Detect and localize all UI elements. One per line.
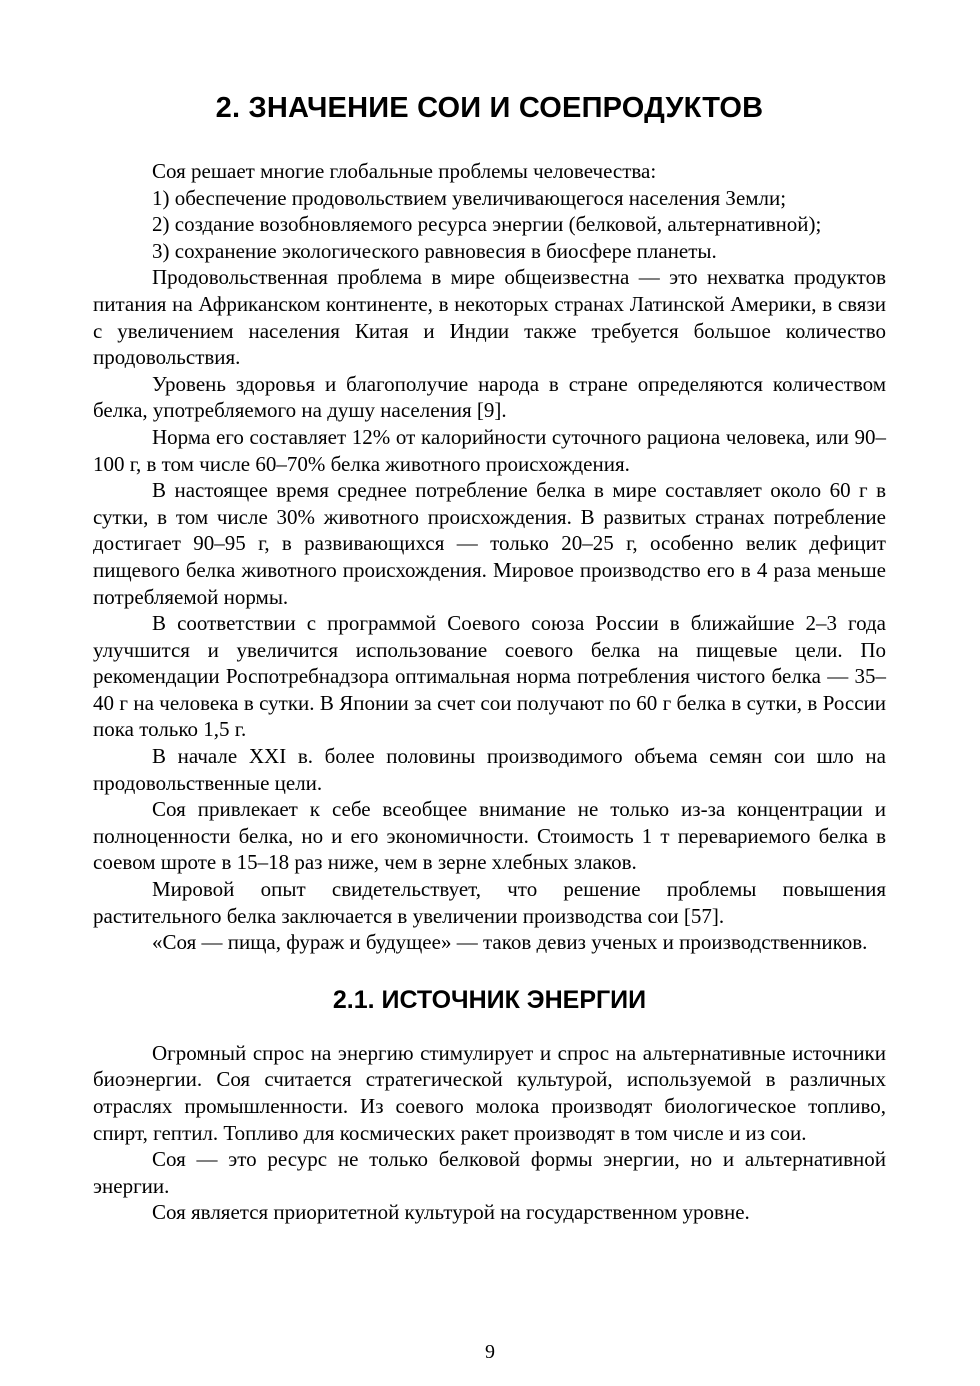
paragraph: Продовольственная проблема в мире общеизвестна — это нехватка продуктов питания на Африканском континенте, в некоторых странах Латинской Америки, в связи с увеличением населения Китая и Индии также требуется большое количество продовольствия. — [93, 265, 886, 370]
list-item: 2) создание возобновляемого ресурса энергии (белковой, альтернативной); — [152, 212, 822, 237]
paragraph: Соя является приоритетной культурой на государственном уровне. — [152, 1200, 750, 1225]
paragraph: Соя — это ресурс не только белковой формы энергии, но и альтернативной энергии. — [93, 1147, 886, 1198]
paragraph: В соответствии с программой Соевого союза России в ближайшие 2–3 года улучшится и увеличится использование соевого белка на пищевые цели. По рекомендации Роспотребнадзора оптимальная норма потребления чистого белка — 35–40 г на человека в сутки. В Японии за счет сои получают по 60 г белка в сутки, в России пока только 1,5 г. — [93, 611, 886, 742]
paragraph: Огромный спрос на энергию стимулирует и спрос на альтернативные источники биоэнергии. Соя считается стратегической культурой, используемой в различных отраслях промышленности. Из соевого молока производят биологическое топливо, спирт, гептил. Топливо для космических ракет производят в том числе и из сои. — [93, 1040, 886, 1145]
paragraph: В настоящее время среднее потребление белка в мире составляет около 60 г в сутки, в том числе 30% животного происхождения. В развитых странах потребление достигает 90–95 г, в развивающихся — только 20–25 г, особенно велик дефицит пищевого белка животного происхождения. Мировое производство его в 4 раза меньше потребляемой нормы. — [93, 478, 886, 609]
list-item: 3) сохранение экологического равновесия в биосфере планеты. — [152, 238, 717, 263]
page-content — [93, 88, 886, 1226]
section-title: 2. ЗНАЧЕНИЕ СОИ И СОЕПРОДУКТОВ — [215, 92, 764, 124]
page-number: 9 — [485, 1341, 495, 1363]
paragraph: Соя привлекает к себе всеобщее внимание не только из-за концентрации и полноценности белка, но и его экономичности. Стоимость 1 т перевариемого белка в соевом шроте в 15–18 раз ниже, чем в зерне хлебных злаков. — [93, 797, 886, 875]
motto-paragraph: «Соя — пища, фураж и будущее» — таков девиз ученых и производственников. — [152, 930, 868, 955]
paragraph: Норма его составляет 12% от калорийности суточного рациона человека, или 90–100 г, в том числе 60–70% белка животного происхождения. — [93, 424, 886, 476]
paragraph: Соя решает многие глобальные проблемы человечества: — [152, 159, 657, 183]
paragraph: Мировой опыт свидетельствует, что решение проблемы повышения растительного белка заключается в увеличении производства сои [57]. — [93, 877, 886, 928]
subsection-body — [93, 1040, 886, 1226]
section-body — [93, 158, 886, 956]
list-item: 1) обеспечение продовольствием увеличивающегося населения Земли; — [152, 185, 787, 210]
paragraph: В начале XXI в. более половины производимого объема семян сои шло на продовольственные цели. — [93, 744, 886, 795]
subsection-title: 2.1. ИСТОЧНИК ЭНЕРГИИ — [332, 985, 647, 1014]
paragraph: Уровень здоровья и благополучие народа в стране определяются количеством белка, употребляемого на душу населения [9]. — [93, 371, 886, 423]
